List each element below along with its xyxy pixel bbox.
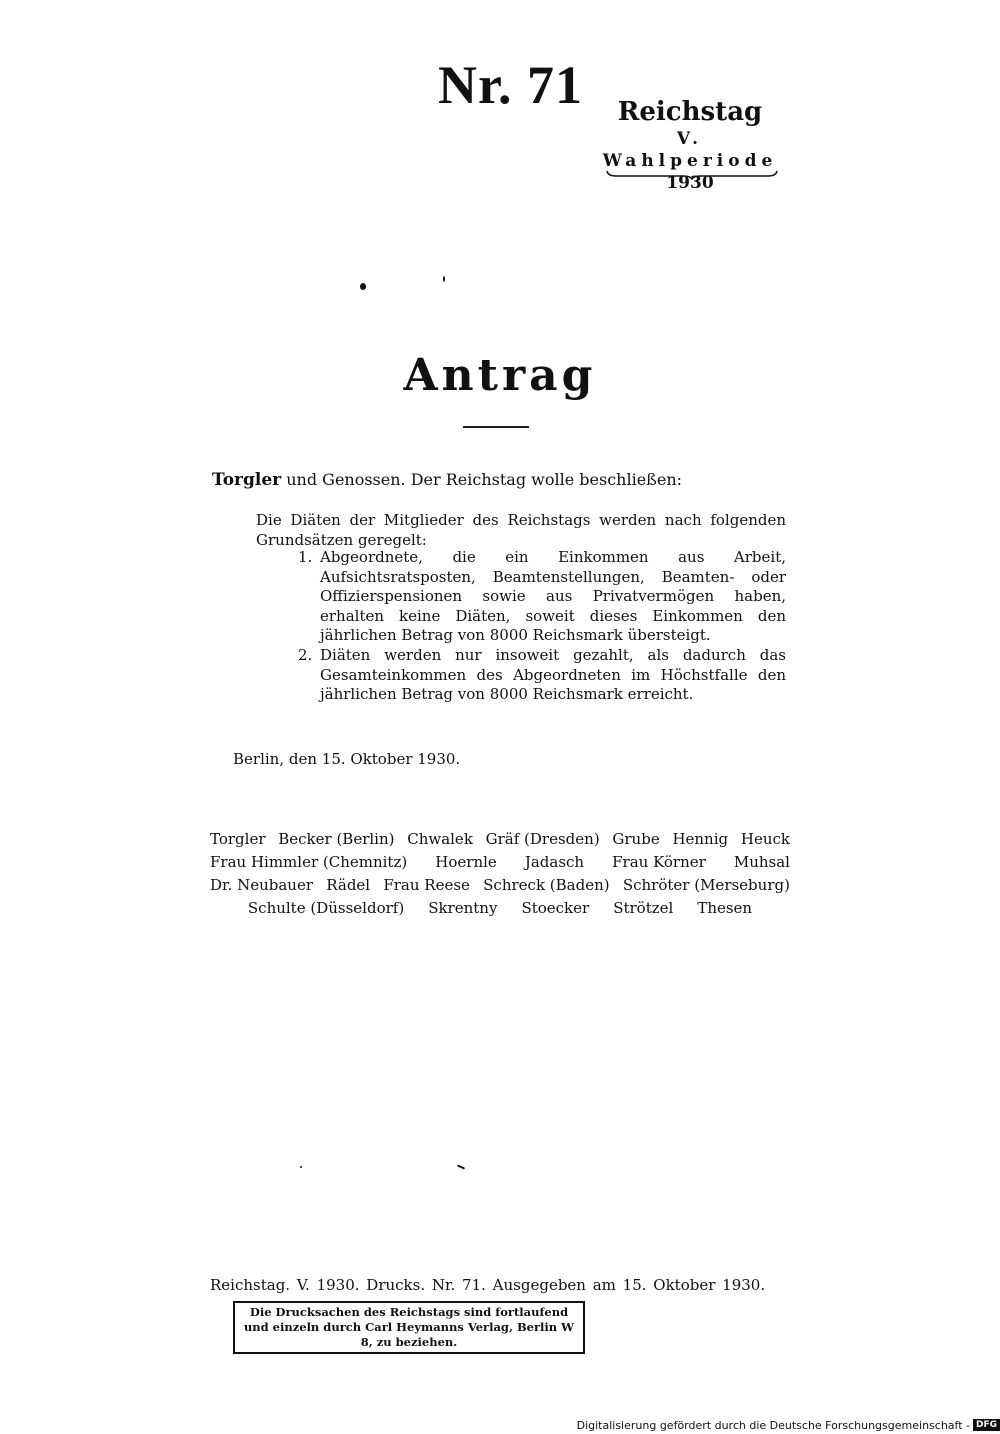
signatory: Jadasch <box>524 853 585 871</box>
distribution-notice: Die Drucksachen des Reichstags sind fortlaufend und einzeln durch Carl Heymanns Verlag, Berlin W 8, zu beziehen. <box>233 1301 585 1354</box>
signatory: Heuck <box>740 830 790 848</box>
signatory: Dr. Neubauer <box>210 876 314 894</box>
ink-speck <box>300 1166 302 1168</box>
signatory: Grube <box>612 830 660 848</box>
dfg-logo-icon: DFG <box>973 1419 1000 1431</box>
signatory: Hoernle <box>435 853 497 871</box>
signatory: Schreck (Baden) <box>483 876 610 894</box>
ink-speck <box>360 283 366 290</box>
signatory: Becker (Berlin) <box>278 830 395 848</box>
motion-lead-paragraph: Die Diäten der Mitglieder des Reichstags werden nach folgenden Grundsätzen geregelt: <box>256 511 786 549</box>
signatory: Gräf (Dresden) <box>485 830 600 848</box>
header-bracket <box>606 170 778 180</box>
signatory: Schröter (Merseburg) <box>622 876 790 894</box>
motion-item <box>298 646 786 705</box>
place-and-date: Berlin, den 15. Oktober 1930. <box>233 750 461 768</box>
item-text: Abgeordnete, die ein Einkommen aus Arbeit, Aufsichtsratsposten, Beamtenstellungen, Beamten- oder Offizierspensionen sowie aus Privatvermögen haben, erhalten keine Diäten, soweit dieses Einkommen den jährlichen Betrag von 8000 Reichsmark übersteigt. <box>320 548 786 644</box>
signatory: Hennig <box>672 830 729 848</box>
signatory: Frau Himmler (Chemnitz) <box>210 853 408 871</box>
signatory: Torgler <box>210 830 266 848</box>
signatory: Strötzel <box>613 899 674 917</box>
digitization-credit <box>577 1416 1000 1434</box>
motion-item <box>298 548 786 646</box>
signatories <box>210 828 790 920</box>
item-number: 1. <box>298 548 313 566</box>
document-type-heading: Antrag <box>403 350 597 401</box>
signatory: Thesen <box>697 899 753 917</box>
signatory: Rädel <box>326 876 371 894</box>
document-number: Nr. 71 <box>438 55 584 115</box>
signatory: Muhsal <box>733 853 790 871</box>
credit-text: Digitalisierung gefördert durch die Deutsche Forschungsgemeinschaft - <box>576 1418 970 1432</box>
signatory: Schulte (Düsseldorf) <box>247 899 405 917</box>
signatory-row <box>210 851 790 874</box>
reichstag-title: Reichstag <box>617 97 763 127</box>
header-year: 1930 <box>666 173 714 193</box>
signatory-row <box>210 897 790 920</box>
signatory: Stoecker <box>521 899 590 917</box>
motion-intro <box>212 470 682 490</box>
motion-intro-text: und Genossen. Der Reichstag wolle beschließen: <box>286 470 683 489</box>
print-footer: Reichstag. V. 1930. Drucks. Nr. 71. Ausgegeben am 15. Oktober 1930. <box>210 1276 766 1294</box>
signatory: Frau Körner <box>612 853 706 871</box>
legislative-period: V. Wahlperiode <box>602 129 778 171</box>
item-text: Diäten werden nur insoweit gezahlt, als dadurch das Gesamteinkommen des Abgeordneten im Höchstfalle den jährlichen Betrag von 8000 Reichsmark erreicht. <box>320 646 786 703</box>
item-number: 2. <box>298 646 313 664</box>
heading-rule <box>463 426 529 428</box>
motion-author: Torgler <box>212 470 282 490</box>
signatory: Skrentny <box>428 899 498 917</box>
ink-speck <box>457 1164 465 1169</box>
signatory: Frau Reese <box>383 876 470 894</box>
ink-speck <box>443 276 445 282</box>
signatory: Chwalek <box>407 830 473 848</box>
signatory-row <box>210 874 790 897</box>
signatory-row <box>210 828 790 851</box>
